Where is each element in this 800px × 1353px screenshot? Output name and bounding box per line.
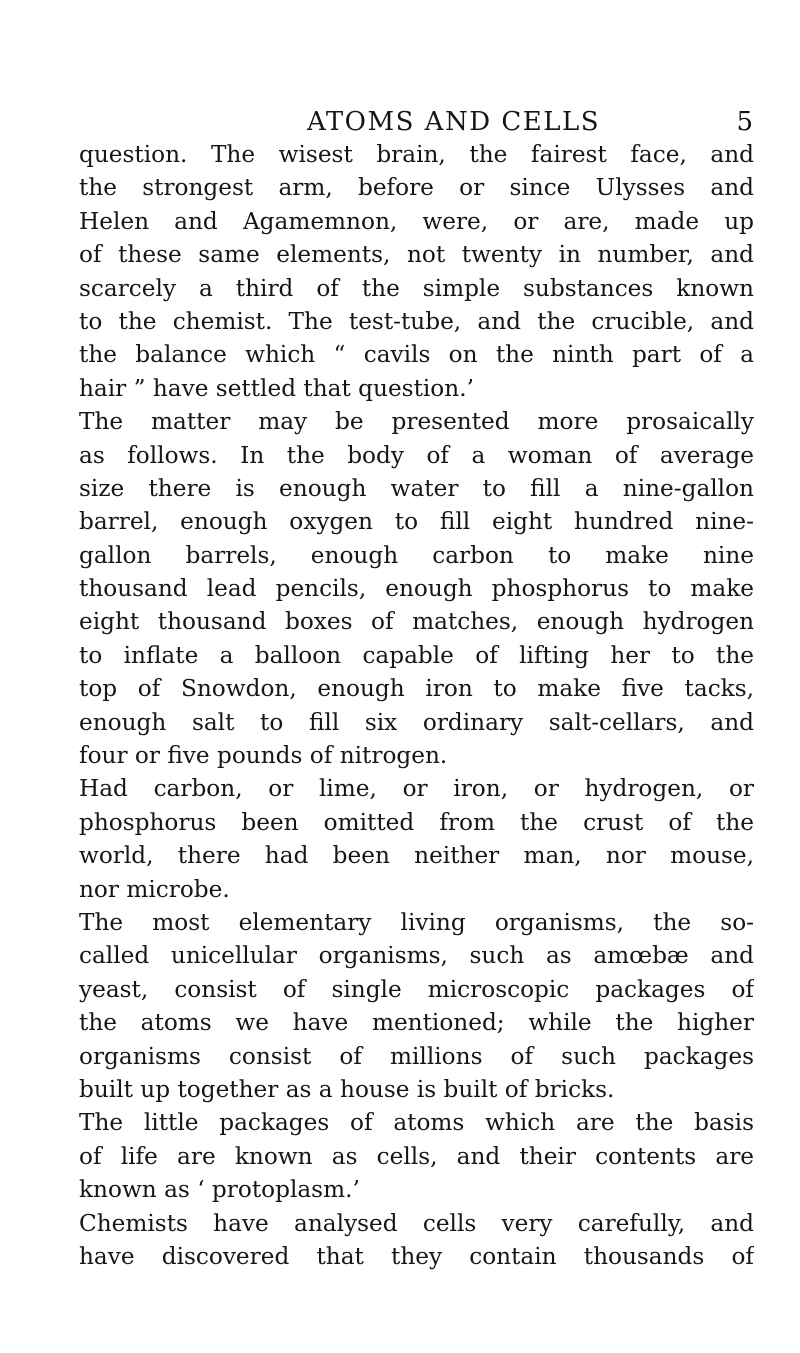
text-line: the atoms we have mentioned; while the higher: [79, 1009, 754, 1037]
text-line: four or five pounds of nitrogen.: [79, 742, 448, 770]
text-line: gallon barrels, enough carbon to make nine: [79, 541, 754, 569]
text-line: called unicellular organisms, such as amœbæ and: [79, 942, 754, 970]
text-line: The most elementary living organisms, the so-: [79, 908, 754, 936]
text-line: The matter may be presented more prosaically: [79, 408, 754, 436]
text-line: as follows. In the body of a woman of average: [79, 441, 754, 469]
text-line: to the chemist. The test-tube, and the crucible, and: [79, 307, 754, 335]
text-line: size there is enough water to fill a nine-gallon: [79, 474, 754, 502]
text-line: yeast, consist of single microscopic packages of: [79, 975, 754, 1003]
text-line: of these same elements, not twenty in number, and: [79, 241, 754, 269]
text-line: barrel, enough oxygen to fill eight hundred nine-: [79, 508, 754, 536]
text-line: Had carbon, or lime, or iron, or hydrogen, or: [79, 775, 754, 803]
text-line: to inflate a balloon capable of lifting her to the: [79, 641, 754, 669]
body-text: [79, 138, 754, 1273]
text-line: eight thousand boxes of matches, enough hydrogen: [79, 608, 754, 636]
running-head: ATOMS AND CELLS: [306, 107, 601, 137]
text-line: built up together as a house is built of bricks.: [79, 1075, 615, 1103]
text-line: thousand lead pencils, enough phosphorus to make: [79, 575, 754, 603]
text-line: question. The wisest brain, the fairest face, and: [79, 141, 754, 168]
text-line: hair ” have settled that question.’: [79, 374, 474, 402]
text-line: top of Snowdon, enough iron to make five tacks,: [79, 675, 754, 703]
text-line: world, there had been neither man, nor mouse,: [79, 842, 754, 870]
text-line: enough salt to fill six ordinary salt-cellars, and: [79, 708, 754, 736]
text-line: organisms consist of millions of such packages: [79, 1042, 754, 1070]
text-line: The little packages of atoms which are the basis: [79, 1109, 754, 1137]
text-line: the balance which “ cavils on the ninth part of a: [79, 341, 754, 369]
text-line: phosphorus been omitted from the crust of the: [79, 808, 754, 836]
text-line: have discovered that they contain thousands of: [79, 1242, 754, 1270]
page-number: 5: [736, 107, 753, 137]
text-line: the strongest arm, before or since Ulysses and: [79, 174, 754, 202]
text-line: Chemists have analysed cells very carefully, and: [79, 1209, 754, 1237]
text-line: Helen and Agamemnon, were, or are, made up: [79, 207, 754, 235]
page-header: [154, 104, 753, 140]
text-line: scarcely a third of the simple substances known: [79, 274, 754, 302]
text-line: known as ‘ protoplasm.’: [79, 1176, 360, 1204]
text-line: nor microbe.: [79, 875, 230, 903]
text-line: of life are known as cells, and their contents are: [79, 1142, 754, 1170]
